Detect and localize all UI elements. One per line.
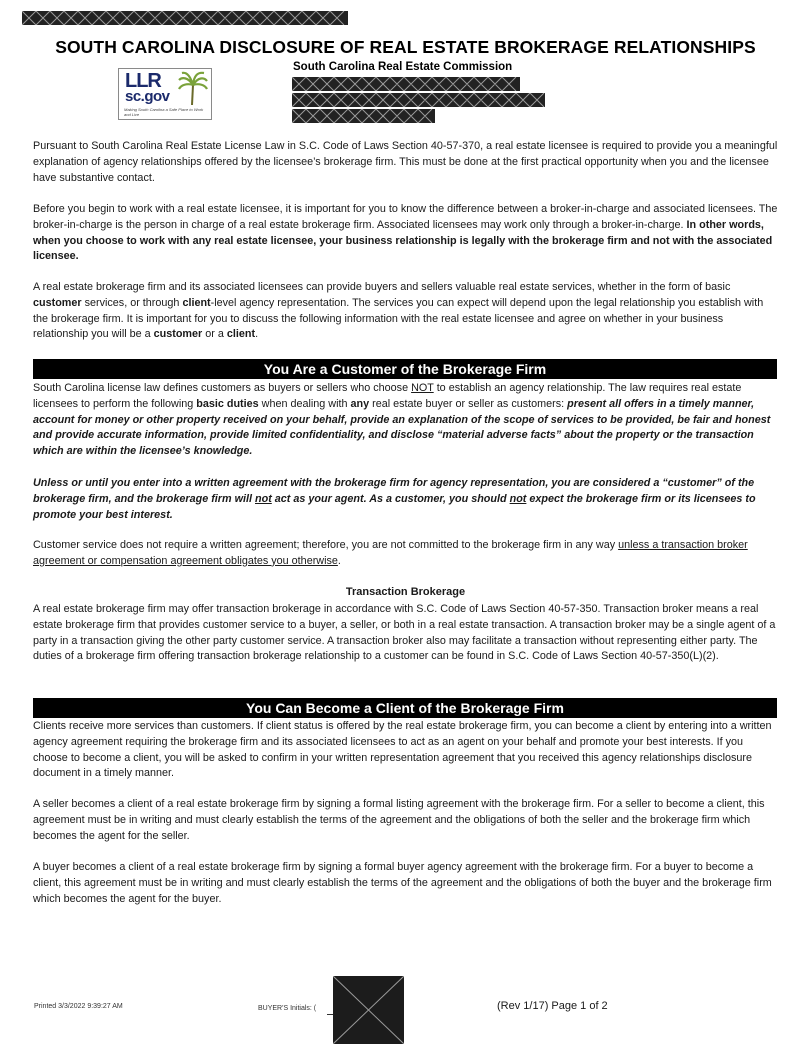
client-section-heading: You Can Become a Client of the Brokerage Firm	[33, 698, 777, 718]
buyer-initials-label: BUYER'S Initials: (	[258, 1005, 317, 1012]
llr-logo	[118, 68, 212, 120]
printed-timestamp: Printed 3/3/2022 9:39:27 AM	[34, 1003, 123, 1010]
c3-text-a: Customer service does not require a written agreement; therefore, you are not committed to the brokerage firm in any way	[33, 539, 616, 551]
p3-text-b: services, or through	[84, 296, 180, 309]
c2-text-b: act as your agent. As a customer, you should	[274, 492, 507, 505]
redacted-header-block	[22, 11, 348, 25]
p3-customer-2: customer	[153, 328, 203, 341]
redacted-address-line-2	[292, 93, 545, 107]
redacted-initials-box	[333, 976, 404, 1044]
intro-paragraph-2-emphasis: In other words, when you choose to work with any real estate licensee, your business relationship is legally with the brokerage firm and not with the associated licensee.	[33, 218, 773, 263]
transaction-brokerage-paragraph: A real estate brokerage firm may offer transaction brokerage in accordance with S.C. Code of Laws Section 40-57-350. Transaction broker means a real estate brokerage firm that provides customer service to a buyer, a seller, or both in a real estate transaction. A transaction broker may be a single agent of a party in a transaction giving the other party customer service. A transaction broker also may facilitate a transaction without representing either party. The duties of a brokerage firm offering transaction brokerage relationship to a customer can be found in S.C. Code of Laws Section 40-57-350(L)(2).	[33, 603, 776, 663]
p3-client: client	[182, 296, 211, 309]
customer-paragraph-1	[33, 381, 779, 460]
logo-text-llr: LLR	[125, 70, 161, 92]
customer-section-heading: You Are a Customer of the Brokerage Firm	[33, 359, 777, 379]
client-paragraph-2: A seller becomes a client of a real estate brokerage firm by signing a formal listing agreement with the brokerage firm. For a seller to become a client, this agreement must be in writing and must clearly establish the terms of the agreement and the obligations of both the seller and the brokerage firm which becomes the agent for the seller.	[33, 798, 765, 842]
c1-duties-list: present all offers in a timely manner, account for money or other property received on your behalf, provide an explanation of the scope of services to be provided, be fair and honest and provide accurate information, provide limited confidentiality, and disclose “material adverse facts” about the property or the transaction which are within the licensee’s knowledge.	[33, 397, 771, 458]
logo-text-scgov: sc.gov	[125, 88, 170, 105]
c1-text-a: South Carolina license law defines customers as buyers or sellers who choose	[33, 382, 409, 394]
c1-any: any	[350, 397, 370, 410]
p3-or: or a	[205, 328, 224, 341]
p3-end: .	[255, 328, 259, 341]
page-title: SOUTH CAROLINA DISCLOSURE OF REAL ESTATE BROKERAGE RELATIONSHIPS	[55, 37, 756, 57]
palmetto-icon	[178, 71, 208, 105]
commission-name: South Carolina Real Estate Commission	[293, 61, 513, 73]
client-paragraph-1: Clients receive more services than customers. If client status is offered by the real estate brokerage firm, you can become a client by entering into a written agency agreement requiring the brokerage firm and its associated licensees to act as an agent on your behalf and promote your best interests. If you choose to become a client, you will be asked to confirm in your written representation agreement that you received this agency relationships disclosure document in a timely manner.	[33, 720, 772, 780]
c2-not-2: not	[509, 492, 527, 505]
redacted-address-line-1	[292, 77, 520, 91]
p3-client-2: client	[226, 328, 256, 341]
c1-basic-duties: basic duties	[196, 397, 259, 410]
logo-tagline: Making South Carolina a Safe Place to Work and Live	[124, 107, 204, 117]
page-number: (Rev 1/17) Page 1 of 2	[497, 1000, 608, 1012]
c1-text-c: when dealing with	[261, 397, 348, 410]
c2-not-1: not	[255, 492, 272, 505]
intro-paragraph-2-text: Before you begin to work with a real estate licensee, it is important for you to know the difference between a broker-in-charge and associated licensees. The broker-in-charge is the person in charge of a real estate brokerage firm. Associated licensees may work only through a broker-in-charge.	[33, 203, 778, 231]
p3-customer: customer	[33, 296, 82, 309]
c2-text-a: Unless or until you enter into a written agreement with the brokerage firm for agency representation, you are considered a “customer” of the brokerage firm, and the brokerage firm will	[33, 477, 755, 505]
c1-not: NOT	[411, 382, 434, 394]
transaction-brokerage-heading: Transaction Brokerage	[345, 586, 466, 598]
customer-paragraph-2	[33, 476, 779, 523]
intro-paragraph-3	[33, 280, 779, 343]
intro-paragraph-1: Pursuant to South Carolina Real Estate License Law in S.C. Code of Laws Section 40-57-370, a real estate licensee is required to provide you a meaningful explanation of agency relationships offered by the licensee’s brokerage firm. This must be done at the first practical opportunity when you and the licensee have substantive contact.	[33, 140, 778, 184]
c3-underlined: unless a transaction broker agreement or compensation agreement obligates you otherwise	[33, 539, 748, 567]
intro-paragraph-2	[33, 202, 779, 265]
client-paragraph-3: A buyer becomes a client of a real estate brokerage firm by signing a formal buyer agency agreement with the brokerage firm. For a buyer to become a client, this agreement must be in writing and must clearly establish the terms of the agreement and the obligations of both the buyer and the brokerage firm which becomes the agent for the buyer.	[33, 861, 772, 905]
c1-text-d: real estate buyer or seller as customers:	[372, 397, 565, 410]
p3-text-c: -level agency representation. The services you can expect will depend upon the legal relationship you establish with the brokerage firm. It is important for you to discuss the following information with the real estate licensee and agree on whether in your business relationship you will be a	[33, 296, 764, 341]
redacted-address-line-3	[292, 109, 435, 123]
customer-paragraph-3	[33, 538, 779, 570]
c3-end: .	[337, 554, 341, 567]
c2-text-c: expect the brokerage firm or its licensees to promote your best interest.	[33, 492, 756, 521]
p3-text-a: A real estate brokerage firm and its associated licensees can provide buyers and sellers valuable real estate services, whether in the form of basic	[33, 281, 731, 293]
c1-text-b: to establish an agency relationship. The law requires real estate licensees to perform the following	[33, 382, 742, 410]
